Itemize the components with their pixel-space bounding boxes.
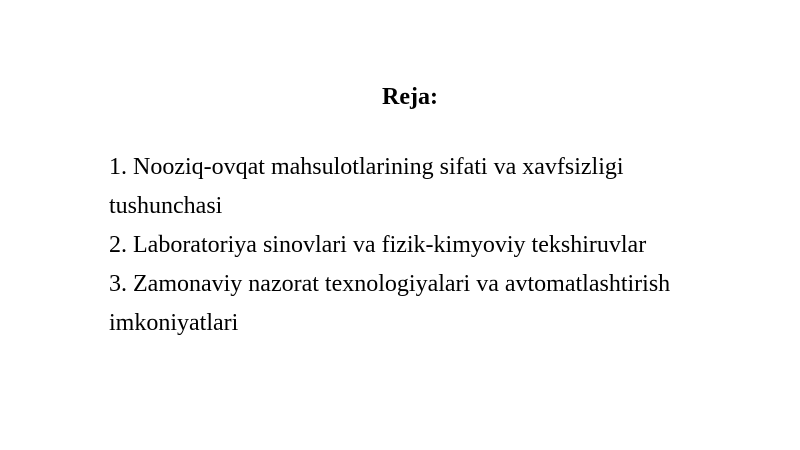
- plan-list: [109, 148, 709, 343]
- plan-item-2: 2. Laboratoriya sinovlari va fizik-kimyoviy tekshiruvlar: [109, 232, 647, 258]
- plan-item-1: 1. Nooziq-ovqat mahsulotlarining sifati va xavfsizligi tushunchasi: [109, 154, 624, 219]
- plan-item-3: 3. Zamonaviy nazorat texnologiyalari va avtomatlashtirish imkoniyatlari: [109, 271, 671, 336]
- slide-title: Reja:: [382, 84, 438, 110]
